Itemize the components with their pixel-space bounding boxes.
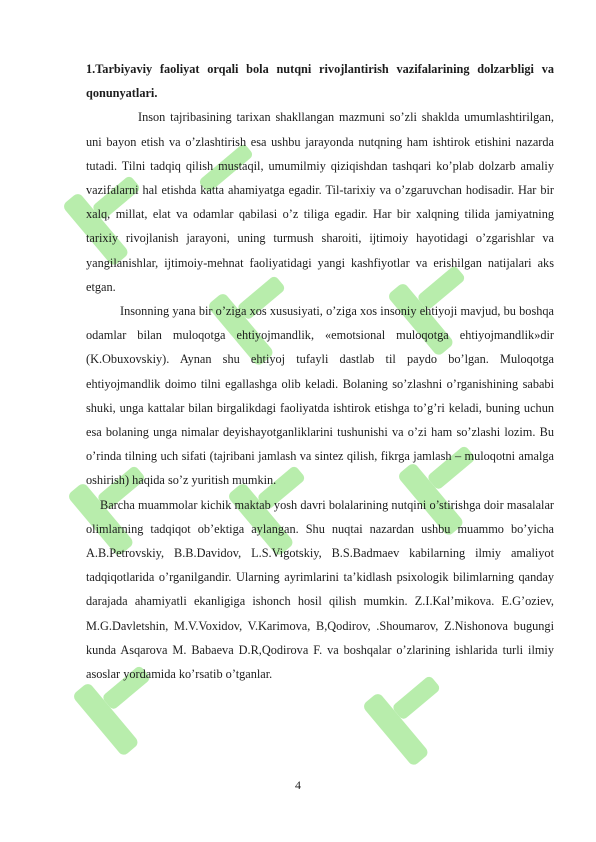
paragraph-1: Inson tajribasining tarixan shakllangan mazmuni so’zli shaklda umumlashtirilgan, uni bayon etish va o’zlashtirish esa ushbu jarayonda nutqning ham ishtirok etishini nazarda tutadi. Tilni tadqiq qilish mustaqil, umumilmiy qiziqishdan tashqari ko’plab dolzarb amaliy vazifalarni hal etishda katta ahamiyatga egadir. Til-tarixiy va o’zgaruvchan hodisadir. Har bir xalq, millat, elat va odamlar qabilasi o’z tiliga egadir. Har bir xalqning tilida jamiyatning tarixiy rivojlanish jarayoni, uning turmush sharoiti, ijtimoiy hayotidagi o’zgarishlar va yangilanishlar, ijtimoiy-mehnat faoliyatidagi yangi kashfiyotlar va erishilgan natijalari aks etgan. (86, 110, 554, 294)
document-body (86, 57, 554, 686)
paragraph-3: Barcha muammolar kichik maktab yosh davri bolalarining nutqini o’stirishga doir masalalar olimlarning tadqiqot ob’ektiga aylangan. Shu nuqtai nazardan ushbu muammo bo’yicha A.B.Petrovskiy, B.B.Davidov, L.S.Vigotskiy, B.S.Badmaev kabilarning ilmiy amaliyot tadqiqotlarida o’rganilgandir. Ularning ayrimlarini ta’kidlash psixologik bilimlarning qanday darajada ahamiyatli ekanligiga ishonch hosil qilish mumkin. Z.I.Kal’mikova. E.G’oziev, M.G.Davletshin, M.V.Voxidov, V.Karimova, B,Qodirov, .Shoumarov, Z.Nishonova bugungi kunda Asqarova M. Babaeva D.R,Qodirova F. va boshqalar o’zlarining ishlarida turli ilmiy asoslar yordamida ko’rsatib o’tganlar. (86, 497, 554, 682)
section-heading: 1.Tarbiyaviy faoliyat orqali bola nutqni rivojlantirish vazifalarining dolzarbligi va qonunyatlari. (86, 62, 554, 101)
paragraph-2: Insonning yana bir o’ziga xos xususiyati, o’ziga xos insoniy ehtiyoji mavjud, bu boshqa odamlar bilan muloqotga ehtiyojmandlik, «emotsional muloqotga ehtiyojmandlik»dir (K.Obuxovskiy). Aynan shu ehtiyoj tufayli dastlab til paydo bo’lgan. Muloqotga ehtiyojmandlik doimo tilni egallashga olib keladi. Bolaning so’zlashni o’rganishining sababi shuki, unga kattalar bilan birgalikdagi faoliyatda ishtirok etishga to’g’ri keladi, buning uchun esa bolaning unga nimalar deyishayotganliklarini tushunishi va o’zi ham so’zlashi lozim. Bu o’rinda tilning uch sifati (tajribani jamlash va sintez qilish, fikrga jamlash – muloqotni amalga oshirish) haqida so’z yuritish mumkin. (86, 304, 554, 488)
page-number: 4 (295, 778, 301, 792)
